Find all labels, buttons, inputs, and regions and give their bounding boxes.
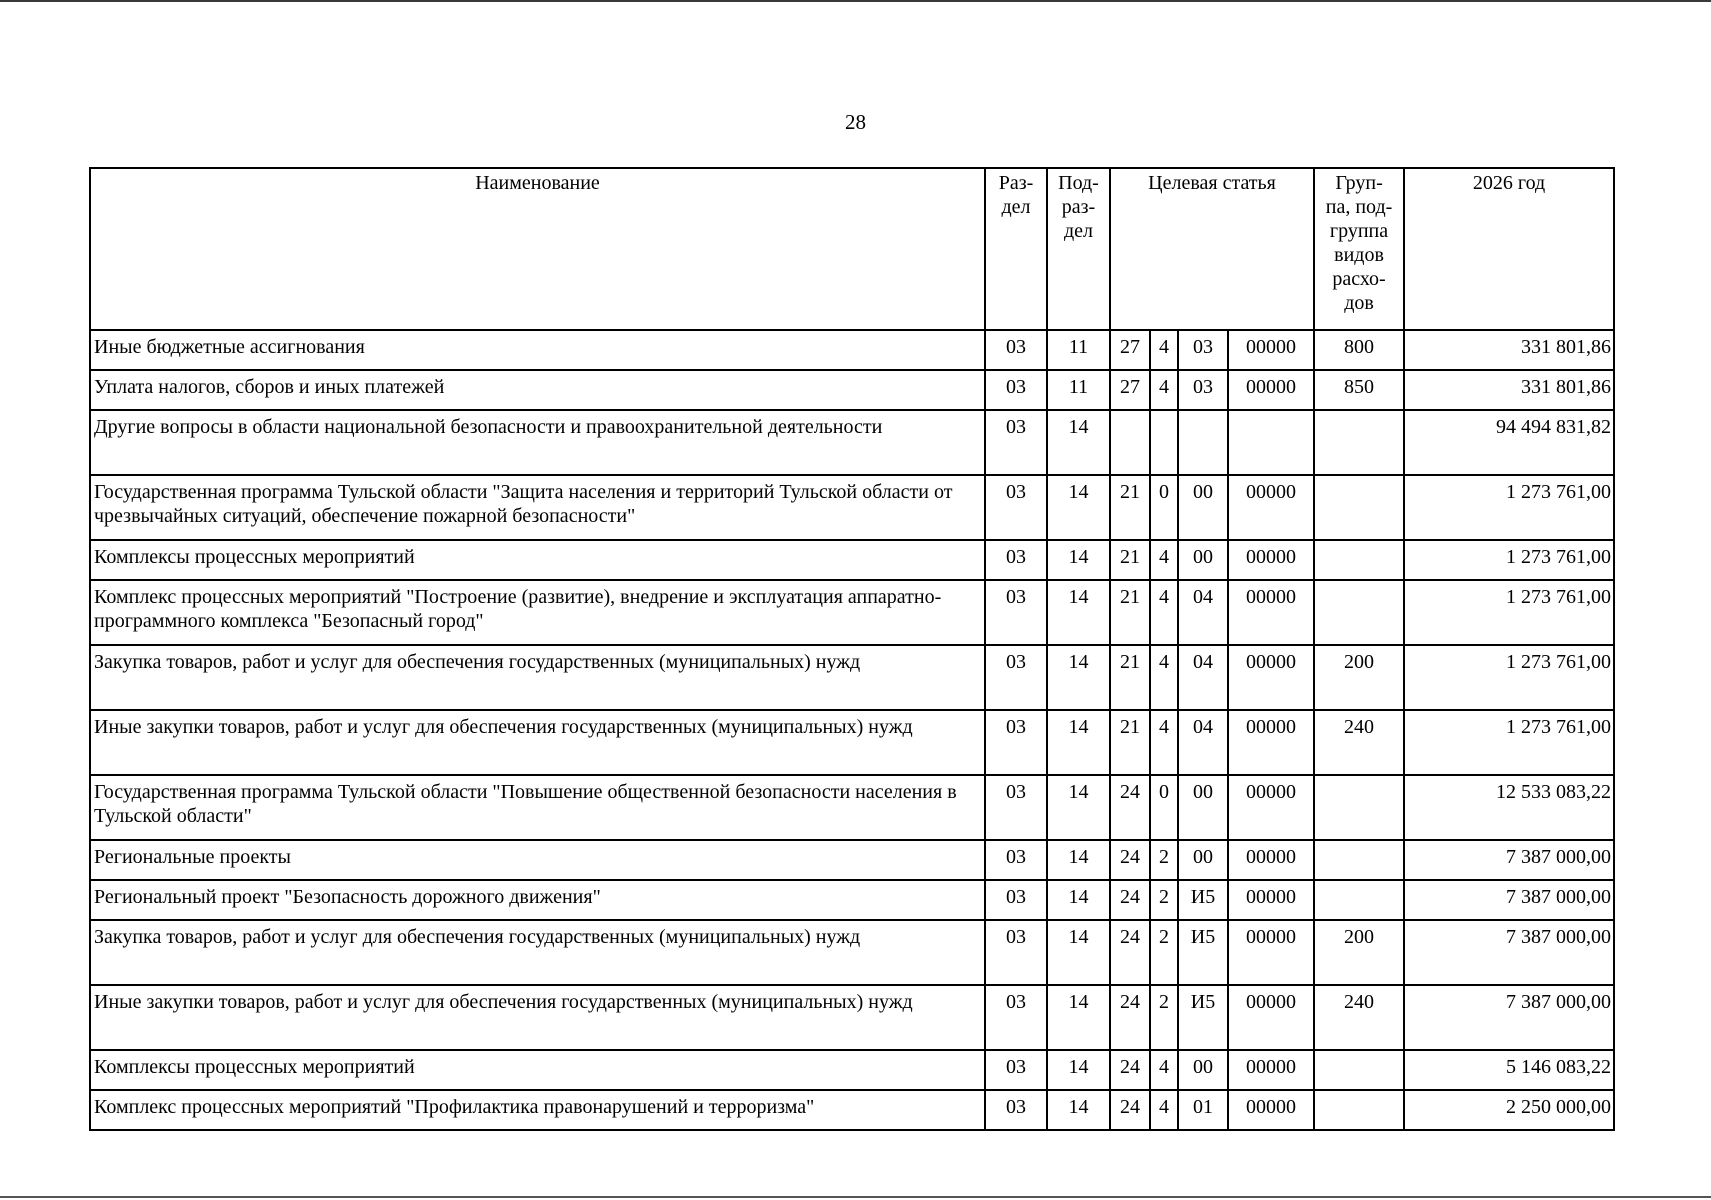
row-subsection: 14 xyxy=(1047,710,1110,775)
row-subsection: 14 xyxy=(1047,840,1110,880)
row-name: Комплекс процессных мероприятий "Профилактика правонарушений и терроризма" xyxy=(90,1090,985,1130)
row-expense-group: 240 xyxy=(1314,985,1404,1050)
row-name: Государственная программа Тульской области "Защита населения и территорий Тульской области от чрезвычайных ситуаций, обеспечение пожарной безопасности" xyxy=(90,475,985,540)
header-section: Раз- дел xyxy=(985,168,1047,330)
row-expense-group: 800 xyxy=(1314,330,1404,370)
row-expense-group xyxy=(1314,540,1404,580)
row-name: Региональные проекты xyxy=(90,840,985,880)
row-expense-group: 200 xyxy=(1314,645,1404,710)
row-target-direction: 00000 xyxy=(1228,710,1314,775)
row-expense-group: 200 xyxy=(1314,920,1404,985)
table-row xyxy=(90,370,1614,410)
table-row xyxy=(90,985,1614,1050)
row-target-type: 2 xyxy=(1150,920,1178,985)
row-target-direction: 00000 xyxy=(1228,1090,1314,1130)
row-subsection: 14 xyxy=(1047,1090,1110,1130)
row-target-type xyxy=(1150,410,1178,475)
row-name: Закупка товаров, работ и услуг для обеспечения государственных (муниципальных) нужд xyxy=(90,920,985,985)
row-amount: 1 273 761,00 xyxy=(1404,645,1614,710)
row-target-type: 2 xyxy=(1150,840,1178,880)
row-target-direction: 00000 xyxy=(1228,775,1314,840)
row-section: 03 xyxy=(985,475,1047,540)
row-amount: 12 533 083,22 xyxy=(1404,775,1614,840)
row-section: 03 xyxy=(985,370,1047,410)
row-name: Комплекс процессных мероприятий "Построение (развитие), внедрение и эксплуатация аппаратно-программного комплекса "Безопасный город" xyxy=(90,580,985,645)
row-amount: 7 387 000,00 xyxy=(1404,840,1614,880)
row-target-item: 04 xyxy=(1178,645,1228,710)
row-target-type: 2 xyxy=(1150,880,1178,920)
row-target-program: 27 xyxy=(1110,330,1150,370)
row-target-direction xyxy=(1228,410,1314,475)
row-name: Уплата налогов, сборов и иных платежей xyxy=(90,370,985,410)
table-row xyxy=(90,580,1614,645)
row-name: Иные закупки товаров, работ и услуг для обеспечения государственных (муниципальных) нужд xyxy=(90,985,985,1050)
row-target-type: 2 xyxy=(1150,985,1178,1050)
row-target-item: 00 xyxy=(1178,775,1228,840)
row-target-direction: 00000 xyxy=(1228,645,1314,710)
row-section: 03 xyxy=(985,985,1047,1050)
row-name: Комплексы процессных мероприятий xyxy=(90,540,985,580)
row-target-program: 21 xyxy=(1110,580,1150,645)
table-row xyxy=(90,410,1614,475)
row-section: 03 xyxy=(985,1090,1047,1130)
row-target-type: 0 xyxy=(1150,775,1178,840)
row-target-direction: 00000 xyxy=(1228,540,1314,580)
scan-edge-bottom xyxy=(0,1196,1711,1198)
header-subsection: Под- раз- дел xyxy=(1047,168,1110,330)
header-target-article: Целевая статья xyxy=(1110,168,1314,330)
table-row xyxy=(90,775,1614,840)
row-target-item: 00 xyxy=(1178,840,1228,880)
row-name: Другие вопросы в области национальной безопасности и правоохранительной деятельности xyxy=(90,410,985,475)
row-target-program: 24 xyxy=(1110,1090,1150,1130)
row-subsection: 11 xyxy=(1047,370,1110,410)
row-name: Иные бюджетные ассигнования xyxy=(90,330,985,370)
table-row xyxy=(90,1050,1614,1090)
row-target-type: 4 xyxy=(1150,710,1178,775)
row-name: Иные закупки товаров, работ и услуг для обеспечения государственных (муниципальных) нужд xyxy=(90,710,985,775)
row-expense-group xyxy=(1314,840,1404,880)
row-subsection: 14 xyxy=(1047,540,1110,580)
row-subsection: 14 xyxy=(1047,880,1110,920)
row-section: 03 xyxy=(985,540,1047,580)
row-target-item: 01 xyxy=(1178,1090,1228,1130)
row-target-direction: 00000 xyxy=(1228,1050,1314,1090)
row-amount: 1 273 761,00 xyxy=(1404,475,1614,540)
row-target-item: И5 xyxy=(1178,880,1228,920)
row-expense-group xyxy=(1314,410,1404,475)
row-amount: 7 387 000,00 xyxy=(1404,920,1614,985)
row-section: 03 xyxy=(985,410,1047,475)
row-target-item: И5 xyxy=(1178,985,1228,1050)
row-target-direction: 00000 xyxy=(1228,330,1314,370)
row-expense-group xyxy=(1314,880,1404,920)
row-target-direction: 00000 xyxy=(1228,985,1314,1050)
row-target-item: 03 xyxy=(1178,370,1228,410)
table-row xyxy=(90,1090,1614,1130)
row-section: 03 xyxy=(985,330,1047,370)
row-target-type: 4 xyxy=(1150,540,1178,580)
row-subsection: 14 xyxy=(1047,645,1110,710)
row-target-type: 0 xyxy=(1150,475,1178,540)
row-subsection: 11 xyxy=(1047,330,1110,370)
table-row xyxy=(90,475,1614,540)
row-target-item: 04 xyxy=(1178,580,1228,645)
row-target-program: 24 xyxy=(1110,775,1150,840)
row-amount: 7 387 000,00 xyxy=(1404,985,1614,1050)
row-target-type: 4 xyxy=(1150,580,1178,645)
row-amount: 1 273 761,00 xyxy=(1404,540,1614,580)
table-row xyxy=(90,840,1614,880)
row-target-type: 4 xyxy=(1150,1050,1178,1090)
row-expense-group xyxy=(1314,475,1404,540)
row-target-type: 4 xyxy=(1150,370,1178,410)
row-amount: 331 801,86 xyxy=(1404,370,1614,410)
row-subsection: 14 xyxy=(1047,1050,1110,1090)
row-expense-group xyxy=(1314,1050,1404,1090)
row-target-item xyxy=(1178,410,1228,475)
table-row xyxy=(90,880,1614,920)
table-row xyxy=(90,330,1614,370)
row-subsection: 14 xyxy=(1047,985,1110,1050)
row-target-program: 24 xyxy=(1110,880,1150,920)
row-target-item: 00 xyxy=(1178,1050,1228,1090)
row-target-item: 00 xyxy=(1178,540,1228,580)
row-expense-group xyxy=(1314,1090,1404,1130)
row-name: Закупка товаров, работ и услуг для обеспечения государственных (муниципальных) нужд xyxy=(90,645,985,710)
row-name: Комплексы процессных мероприятий xyxy=(90,1050,985,1090)
table-row xyxy=(90,540,1614,580)
row-target-program: 24 xyxy=(1110,840,1150,880)
row-expense-group xyxy=(1314,580,1404,645)
row-expense-group xyxy=(1314,775,1404,840)
row-target-direction: 00000 xyxy=(1228,920,1314,985)
row-subsection: 14 xyxy=(1047,920,1110,985)
row-section: 03 xyxy=(985,645,1047,710)
row-expense-group: 850 xyxy=(1314,370,1404,410)
row-section: 03 xyxy=(985,880,1047,920)
row-amount: 5 146 083,22 xyxy=(1404,1050,1614,1090)
row-amount: 2 250 000,00 xyxy=(1404,1090,1614,1130)
row-target-type: 4 xyxy=(1150,330,1178,370)
row-target-type: 4 xyxy=(1150,645,1178,710)
row-target-program: 21 xyxy=(1110,710,1150,775)
row-subsection: 14 xyxy=(1047,410,1110,475)
row-name: Государственная программа Тульской области "Повышение общественной безопасности населения в Тульской области" xyxy=(90,775,985,840)
row-target-item: 03 xyxy=(1178,330,1228,370)
row-target-direction: 00000 xyxy=(1228,370,1314,410)
row-expense-group: 240 xyxy=(1314,710,1404,775)
row-target-program: 27 xyxy=(1110,370,1150,410)
row-amount: 7 387 000,00 xyxy=(1404,880,1614,920)
row-subsection: 14 xyxy=(1047,475,1110,540)
header-expense-group: Груп- па, под- группа видов расхо- дов xyxy=(1314,168,1404,330)
table-body xyxy=(90,330,1614,1130)
row-target-program: 21 xyxy=(1110,540,1150,580)
budget-table xyxy=(89,167,1615,1131)
table-row xyxy=(90,920,1614,985)
row-section: 03 xyxy=(985,710,1047,775)
row-target-program: 24 xyxy=(1110,985,1150,1050)
row-section: 03 xyxy=(985,840,1047,880)
page-number: 28 xyxy=(845,110,866,134)
row-target-direction: 00000 xyxy=(1228,840,1314,880)
row-target-program: 21 xyxy=(1110,475,1150,540)
row-target-item: И5 xyxy=(1178,920,1228,985)
row-target-program: 24 xyxy=(1110,920,1150,985)
table-row xyxy=(90,645,1614,710)
row-section: 03 xyxy=(985,775,1047,840)
row-section: 03 xyxy=(985,920,1047,985)
row-target-direction: 00000 xyxy=(1228,580,1314,645)
row-target-program xyxy=(1110,410,1150,475)
row-target-item: 04 xyxy=(1178,710,1228,775)
header-name: Наименование xyxy=(90,168,985,330)
row-section: 03 xyxy=(985,580,1047,645)
row-subsection: 14 xyxy=(1047,775,1110,840)
row-target-program: 24 xyxy=(1110,1050,1150,1090)
row-target-direction: 00000 xyxy=(1228,880,1314,920)
row-target-direction: 00000 xyxy=(1228,475,1314,540)
row-subsection: 14 xyxy=(1047,580,1110,645)
row-section: 03 xyxy=(985,1050,1047,1090)
row-amount: 331 801,86 xyxy=(1404,330,1614,370)
row-target-program: 21 xyxy=(1110,645,1150,710)
table-row xyxy=(90,710,1614,775)
row-target-type: 4 xyxy=(1150,1090,1178,1130)
scan-edge-top xyxy=(0,0,1711,2)
table-header-row xyxy=(90,168,1614,330)
header-year: 2026 год xyxy=(1404,168,1614,330)
row-amount: 1 273 761,00 xyxy=(1404,710,1614,775)
row-name: Региональный проект "Безопасность дорожного движения" xyxy=(90,880,985,920)
row-target-item: 00 xyxy=(1178,475,1228,540)
row-amount: 1 273 761,00 xyxy=(1404,580,1614,645)
row-amount: 94 494 831,82 xyxy=(1404,410,1614,475)
